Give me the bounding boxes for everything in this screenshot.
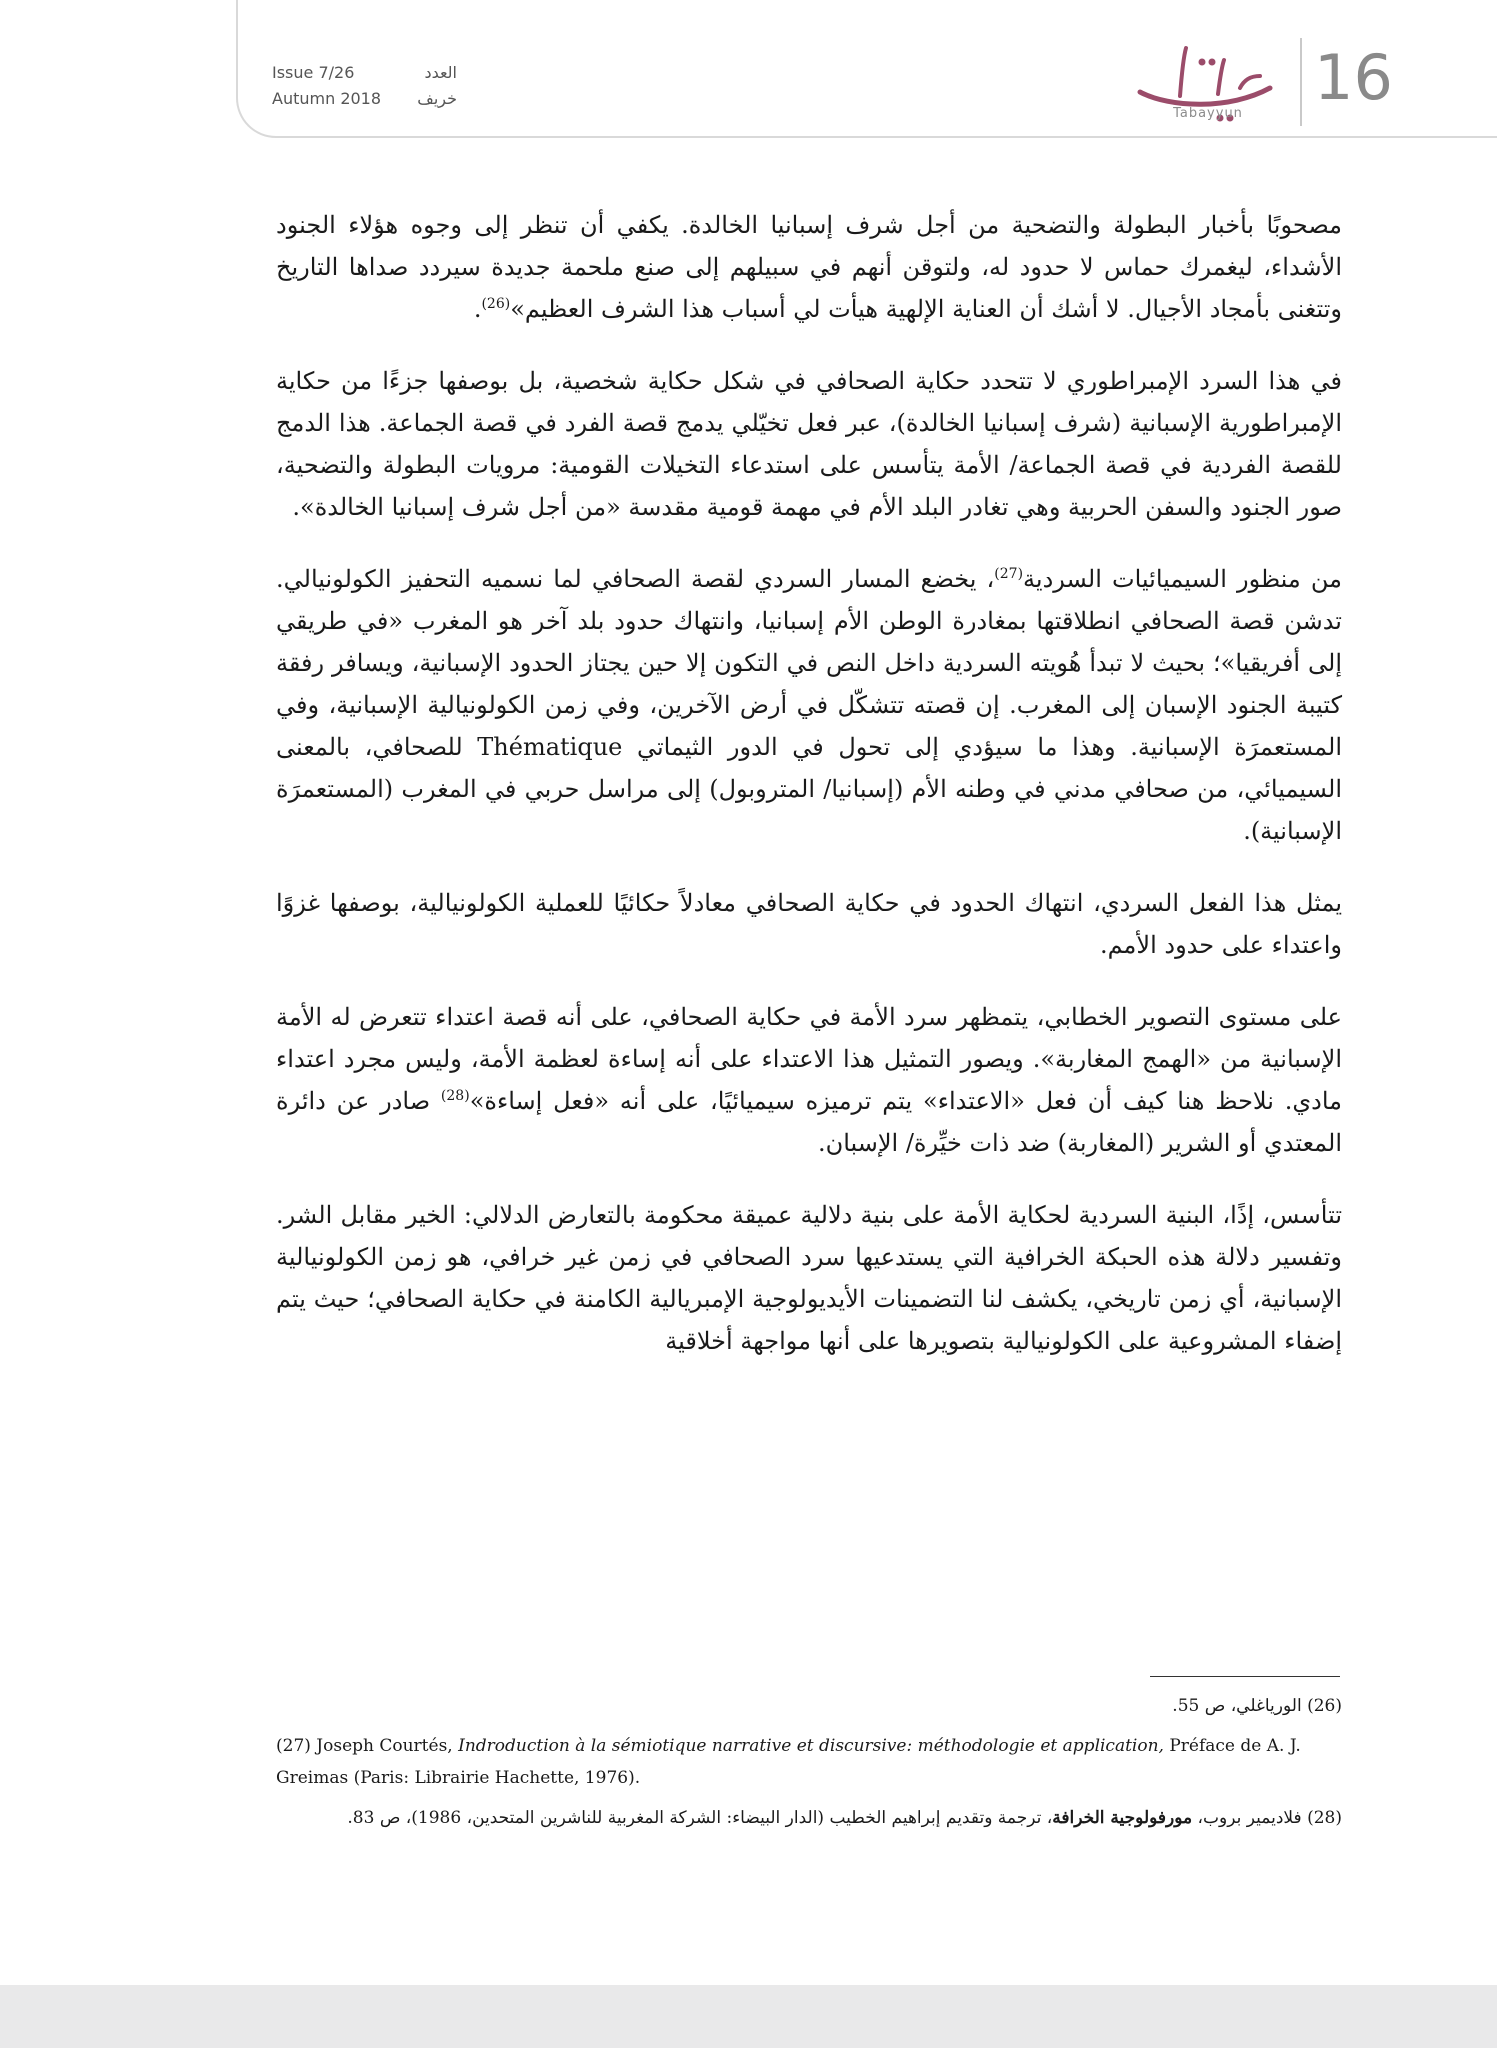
page-footer <box>0 1985 1497 2048</box>
footnote-28: (28) فلاديمير بروب، مورفولوجية الخرافة، ترجمة وتقديم إبراهيم الخطيب (الدار البيضاء: الشركة المغربية للناشرين المتحدين، 1986)، ص 83. <box>347 1808 1342 1828</box>
footnote-ref-27[interactable]: (27) <box>994 566 1024 582</box>
header-divider <box>1300 38 1302 126</box>
article-body <box>276 204 1342 1392</box>
issue-label-ar: العدد <box>424 63 457 82</box>
logo-text: Tabayyun <box>1173 106 1243 121</box>
footnotes <box>276 1690 1342 1842</box>
footnote-27: (27) Joseph Courtés, Indroduction à la sémiotique narrative et discursive: méthodologie et application, Préface de A. J. Greimas (Paris: Librairie Hachette, 1976). <box>276 1736 1301 1788</box>
paragraph-6: تتأسس، إذًا، البنية السردية لحكاية الأمة على بنية دلالية عميقة محكومة بالتعارض الدلالي: الخير مقابل الشر. وتفسير دلالة هذه الحبكة الخرافية التي يستدعيها سرد الصحافي في زمن غير خرافي، هو زمن الكولونيالية الإسبانية، أي زمن تاريخي، يكشف لنا التضمينات الأيديولوجية الإمبريالية الكامنة في حكاية الصحافي؛ حيث يتم إضفاء المشروعية على الكولونيالية بتصويرها على أنها مواجهة أخلاقية <box>276 1201 1342 1355</box>
footnote-ref-28[interactable]: (28) <box>440 1088 470 1104</box>
season-label: Autumn 2018 <box>272 89 382 108</box>
issue-label: Issue 7/26 <box>272 63 355 82</box>
paragraph-5: على مستوى التصوير الخطابي، يتمظهر سرد الأمة في حكاية الصحافي، على أنه قصة اعتداء تتعرض له الأمة الإسبانية من «الهمج المغاربة». ويصور التمثيل هذا الاعتداء على أنه إساءة لعظمة الأمة، وليس مجرد اعتداء مادي. نلاحظ هنا كيف أن فعل «الاعتداء» يتم ترميزه سيميائيًا، على أنه «فعل إساءة»$^{(28)}$ صادر عن دائرة المعتدي أو الشرير (المغاربة) ضد ذات خيِّرة/ الإسبان. <box>276 1003 1343 1157</box>
footnote-rule <box>1150 1676 1340 1677</box>
issue-info <box>272 60 457 112</box>
footnote-ref-26[interactable]: (26) <box>481 296 511 312</box>
page-number: 16 <box>1314 41 1393 114</box>
paragraph-3: من منظور السيميائيات السردية$^{(27)}$، يخضع المسار السردي لقصة الصحافي لما نسميه التحفيز الكولونيالي. تدشن قصة الصحافي انطلاقتها بمغادرة الوطن الأم إسبانيا، وانتهاك حدود بلد آخر هو المغرب «في طريقي إلى أفريقيا»؛ بحيث لا تبدأ هُويته السردية داخل النص في التكون إلا حين يجتاز الحدود الإسبانية، ويسافر رفقة كتيبة الجنود الإسبان إلى المغرب. إن قصته تتشكّل في أرض الآخرين، وفي زمن الكولونيالية الإسبانية، وفي المستعمرَة الإسبانية. وهذا ما سيؤدي إلى تحول في الدور الثيماتي Thématique للصحافي، بالمعنى السيميائي، من صحافي مدني في وطنه الأم (إسبانيا/ المتروبول) إلى مراسل حربي في المغرب (المستعمرَة الإسبانية). <box>276 565 1343 845</box>
paragraph-2: في هذا السرد الإمبراطوري لا تتحدد حكاية الصحافي في شكل حكاية شخصية، بل بوصفها جزءًا من حكاية الإمبراطورية الإسبانية (شرف إسبانيا الخالدة)، عبر فعل تخيّلي يدمج قصة الفرد في قصة الجماعة. هذا الدمج للقصة الفردية في قصة الجماعة/ الأمة يتأسس على استدعاء التخيلات القومية: مرويات البطولة والتضحية، صور الجنود والسفن الحربية وهي تغادر البلد الأم في مهمة قومية مقدسة «من أجل شرف إسبانيا الخالدة». <box>276 367 1342 521</box>
season-label-ar: خريف <box>417 89 457 108</box>
footnote-26: (26) الورياغلي، ص 55. <box>1172 1696 1342 1716</box>
paragraph-4: يمثل هذا الفعل السردي، انتهاك الحدود في حكاية الصحافي معادلاً حكائيًا للعملية الكولونيالية، بوصفها غزوًا واعتداء على حدود الأمم. <box>276 889 1343 959</box>
paragraph-1: مصحوبًا بأخبار البطولة والتضحية من أجل شرف إسبانيا الخالدة. يكفي أن تنظر إلى وجوه هؤلاء الجنود الأشداء، ليغمرك حماس لا حدود له، ولتوقن أنهم في سبيلهم إلى صنع ملحمة جديدة سيردد صداها التاريخ وتتغنى بأمجاد الأجيال. لا أشك أن العناية الإلهية هيأت لي أسباب هذا الشرف العظيم»$^{(26)}$. <box>276 211 1342 323</box>
